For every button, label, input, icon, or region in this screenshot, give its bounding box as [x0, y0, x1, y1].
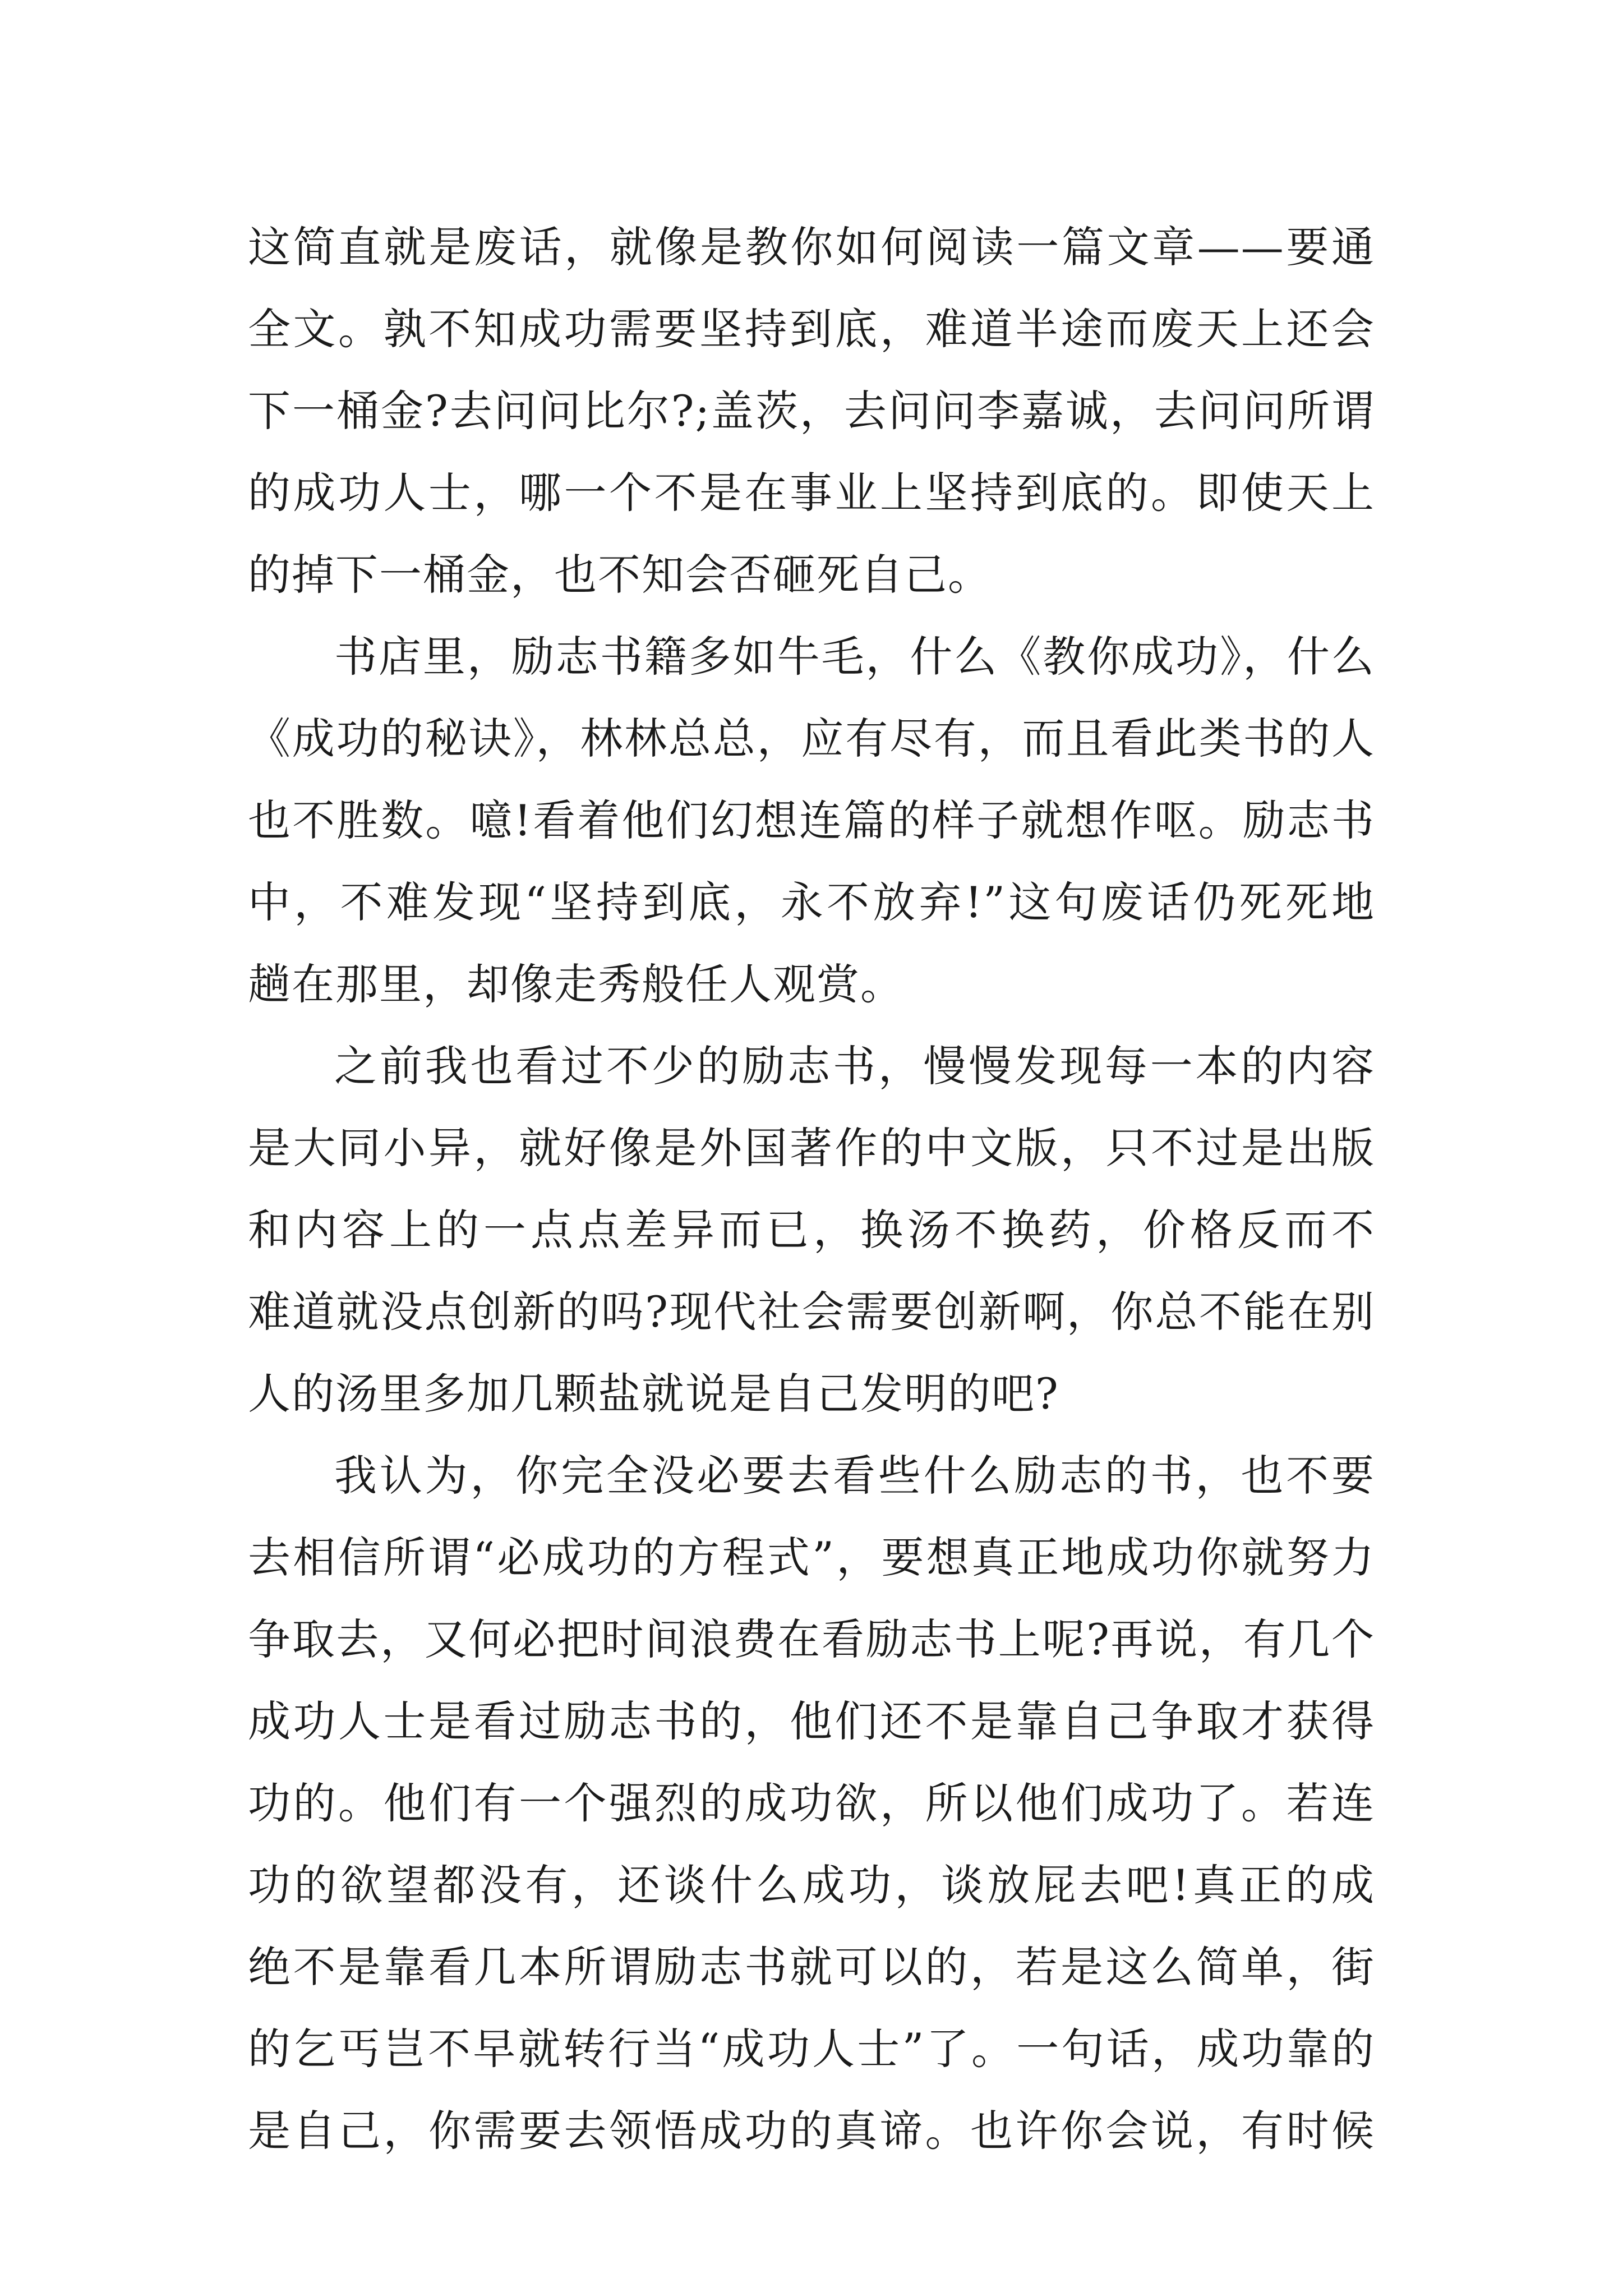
text-line: 争取去，又何必把时间浪费在看励志书上呢?再说，有几个 — [248, 1614, 1375, 1664]
text-line: 人的汤里多加几颗盐就说是自己发明的吧? — [248, 1369, 1059, 1419]
text-line: 成功人士是看过励志书的，他们还不是靠自己争取才获得 — [248, 1696, 1375, 1746]
text-line: 绝不是靠看几本所谓励志书就可以的，若是这么简单，街 — [248, 1942, 1375, 1992]
text-line: 我认为，你完全没必要去看些什么励志的书，也不要 — [334, 1451, 1375, 1501]
text-line: 功的欲望都没有，还谈什么成功，谈放屁去吧!真正的成 — [248, 1860, 1375, 1910]
text-line: 去相信所谓“必成功的方程式”，要想真正地成功你就努力 — [248, 1533, 1375, 1582]
text-line: 的掉下一桶金，也不知会否砸死自己。 — [248, 550, 992, 600]
text-line: 的成功人士，哪一个不是在事业上坚持到底的。即使天上 — [248, 468, 1375, 518]
text-line: 难道就没点创新的吗?现代社会需要创新啊，你总不能在别 — [248, 1287, 1375, 1337]
text-line: 是自己，你需要去领悟成功的真谛。也许你会说，有时候 — [248, 2106, 1375, 2156]
text-line: 的乞丐岂不早就转行当“成功人士”了。一句话，成功靠的 — [248, 2024, 1375, 2074]
text-line: 下一桶金?去问问比尔?;盖茨，去问问李嘉诚，去问问所谓 — [248, 386, 1375, 436]
text-line: 中，不难发现“坚持到底，永不放弃!”这句废话仍死死地 — [248, 877, 1375, 927]
text-line: 和内容上的一点点差异而已，换汤不换药，价格反而不 — [248, 1205, 1375, 1255]
body-text — [248, 206, 1375, 2172]
text-line: 全文。孰不知成功需要坚持到底，难道半途而废天上还会 — [248, 304, 1375, 354]
text-line: 《成功的秘诀》，林林总总，应有尽有，而且看此类书的人 — [248, 714, 1375, 763]
text-line: 也不胜数。噫!看着他们幻想连篇的样子就想作呕。励志书 — [248, 795, 1375, 845]
text-line: 趟在那里，却像走秀般任人观赏。 — [248, 959, 904, 1009]
text-line: 之前我也看过不少的励志书，慢慢发现每一本的内容 — [334, 1041, 1375, 1091]
text-line: 书店里，励志书籍多如牛毛，什么《教你成功》，什么 — [334, 632, 1375, 682]
text-line: 是大同小异，就好像是外国著作的中文版，只不过是出版 — [248, 1123, 1375, 1173]
text-line: 这简直就是废话，就像是教你如何阅读一篇文章——要通 — [248, 222, 1375, 272]
text-line: 功的。他们有一个强烈的成功欲，所以他们成功了。若连 — [248, 1778, 1375, 1828]
